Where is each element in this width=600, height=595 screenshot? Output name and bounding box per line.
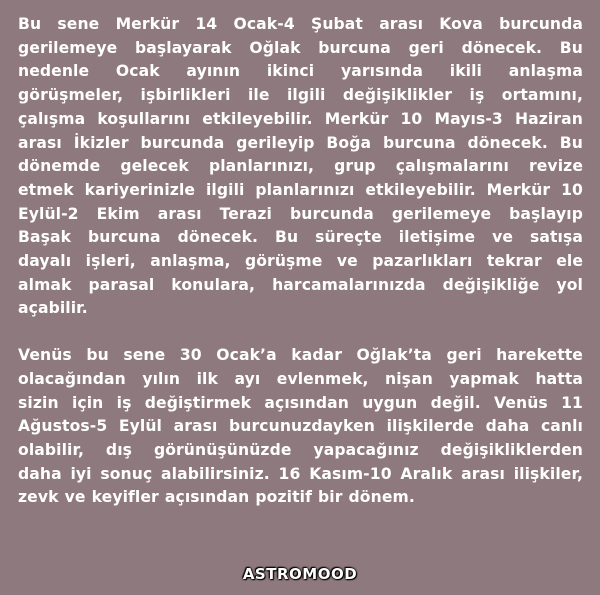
- text-line: arası İkizler burcunda gerileyip Boğa burcuna dönecek. Bu: [18, 133, 583, 152]
- text-line: nedenle Ocak ayının ikinci yarısında ikili anlaşma: [18, 62, 583, 81]
- text-line: Ağustos-5 Eylül arası burcunuzdayken ilişkilerde daha canlı: [18, 417, 583, 436]
- text-line: Venüs bu sene 30 Ocak’a kadar Oğlak’ta geri harekette: [18, 346, 583, 365]
- text-line: dayalı işleri, anlaşma, görüşme ve pazarlıkları tekrar ele: [18, 252, 583, 271]
- text-line: görüşmeler, işbirlikleri ile ilgili değişiklikler iş ortamını,: [18, 86, 583, 105]
- text-line: Başak burcuna dönecek. Bu süreçte iletişime ve satışa: [18, 228, 583, 247]
- text-line: çalışma koşullarını etkileyebilir. Merkür 10 Mayıs-3 Haziran: [18, 109, 583, 128]
- text-line: Eylül-2 Ekim arası Terazi burcunda gerilemeye başlayıp: [18, 204, 583, 223]
- text-line: dönemde gelecek planlarınızı, grup çalışmalarını revize: [18, 157, 583, 176]
- logo-text: ASTROMOOD: [242, 565, 358, 583]
- text-line: Bu sene Merkür 14 Ocak-4 Şubat arası Kova burcunda: [18, 15, 583, 33]
- paragraph-mercury: [18, 13, 583, 321]
- text-line: daha iyi sonuç alabilirsiniz. 16 Kasım-10 Aralık arası ilişkiler,: [18, 464, 583, 483]
- text-line: olabilir, dış görünüşünüzde yapacağınız değişikliklerden: [18, 440, 583, 459]
- text-line: açabilir.: [18, 299, 88, 318]
- astromood-logo: [0, 565, 600, 583]
- text-line: sizin için iş değiştirmek açısından uygun değil. Venüs 11: [18, 393, 583, 412]
- paragraph-venus: [18, 344, 583, 510]
- text-line: etmek kariyerinizle ilgili planlarınızı etkileyebilir. Merkür 10: [18, 180, 583, 199]
- text-line: gerilemeye başlayarak Oğlak burcuna geri dönecek. Bu: [18, 38, 583, 57]
- text-line: olacağından yılın ilk ayı evlenmek, nişan yapmak hatta: [18, 369, 583, 388]
- text-line: zevk ve keyifler açısından pozitif bir dönem.: [18, 488, 415, 507]
- text-line: almak parasal konulara, harcamalarınızda değişikliğe yol: [18, 275, 583, 294]
